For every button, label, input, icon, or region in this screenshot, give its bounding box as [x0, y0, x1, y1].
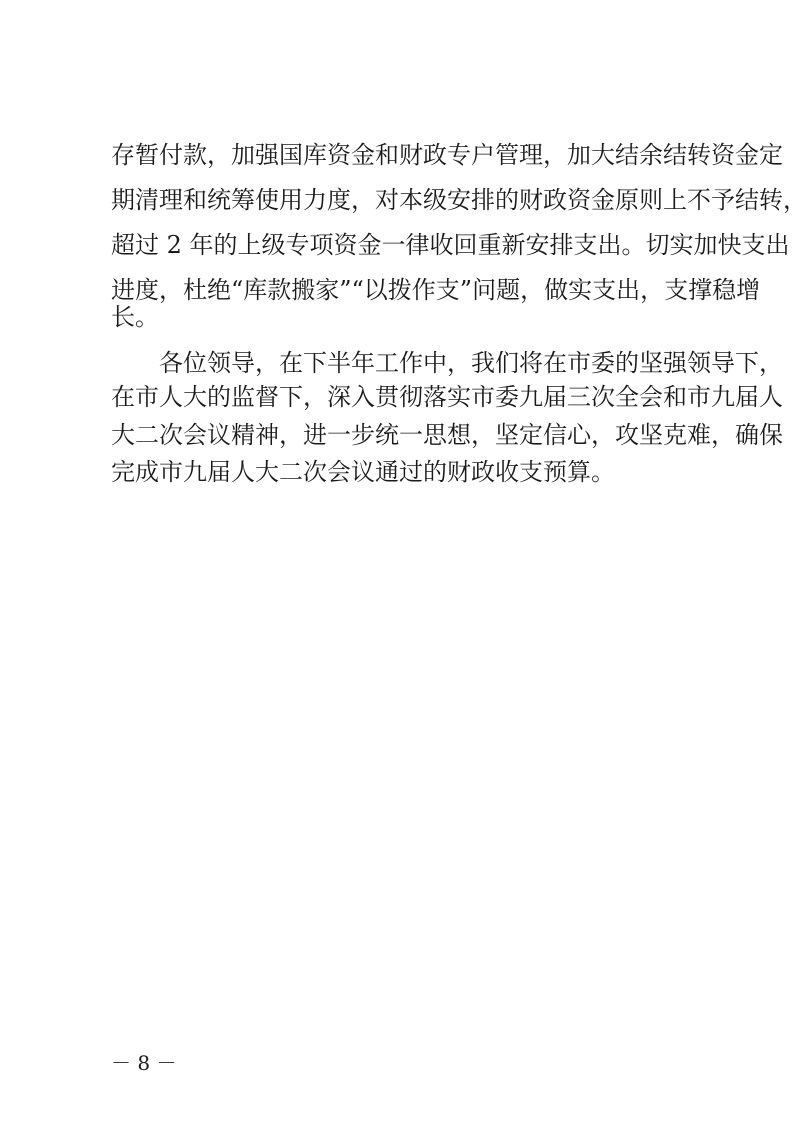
page-number: － 8 －	[111, 1051, 177, 1075]
paragraph-1-line-4: 进度，杜绝“库款搬家”“以拨作支”问题，做实支出，支撑稳增	[111, 276, 761, 304]
paragraph-2-line-2: 在市人大的监督下，深入贯彻落实市委九届三次全会和市九届人	[111, 383, 783, 411]
paragraph-2-line-4: 完成市九届人大二次会议通过的财政收支预算。	[111, 458, 615, 486]
paragraph-2-line-1: 各位领导，在下半年工作中，我们将在市委的坚强领导下，	[159, 349, 783, 377]
paragraph-2-line-3: 大二次会议精神，进一步统一思想，坚定信心，攻坚克难，确保	[111, 421, 783, 449]
paragraph-1-line-1: 存暂付款，加强国库资金和财政专户管理，加大结余结转资金定	[111, 141, 783, 169]
paragraph-1-line-3: 超过 2 年的上级专项资金一律收回重新安排支出。切实加快支出	[111, 231, 790, 259]
paragraph-1-line-5: 长。	[111, 303, 159, 331]
paragraph-1-line-2: 期清理和统筹使用力度，对本级安排的财政资金原则上不予结转，	[111, 186, 807, 214]
